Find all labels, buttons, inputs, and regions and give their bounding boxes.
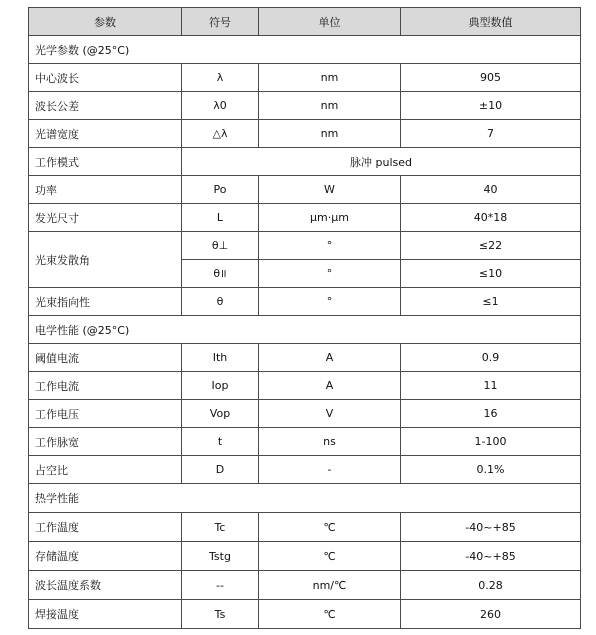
table-row [29,400,581,428]
table-row [29,372,581,400]
table-row [29,232,581,260]
header-value: 典型数值 [401,8,581,36]
unit-cell: μm·μm [259,204,401,232]
symbol-cell: Tc [182,513,259,542]
symbol-cell: Ith [182,344,259,372]
table-row [29,204,581,232]
value-cell: ±10 [401,92,581,120]
symbol-cell: θ⊥ [182,232,259,260]
value-cell: 40*18 [401,204,581,232]
symbol-cell: λ [182,64,259,92]
symbol-cell: θ॥ [182,260,259,288]
table-row [29,542,581,571]
section-electrical [29,316,581,344]
param-cell: 焊接温度 [29,600,182,629]
symbol-cell: Iop [182,372,259,400]
param-cell: 存储温度 [29,542,182,571]
param-cell: 占空比 [29,456,182,484]
symbol-cell: λ0 [182,92,259,120]
unit-cell: A [259,372,401,400]
param-cell: 工作电流 [29,372,182,400]
symbol-cell: L [182,204,259,232]
header-unit: 单位 [259,8,401,36]
unit-cell: nm [259,120,401,148]
symbol-cell: △λ [182,120,259,148]
header-param: 参数 [29,8,182,36]
value-cell: ≤1 [401,288,581,316]
value-cell: 16 [401,400,581,428]
unit-cell: ℃ [259,513,401,542]
param-cell: 工作温度 [29,513,182,542]
param-cell: 发光尺寸 [29,204,182,232]
symbol-cell: Po [182,176,259,204]
symbol-cell: Vop [182,400,259,428]
value-cell: 260 [401,600,581,629]
value-cell: 脉冲 pulsed [182,148,581,176]
value-cell: 40 [401,176,581,204]
unit-cell: nm [259,64,401,92]
param-cell: 功率 [29,176,182,204]
table-row [29,600,581,629]
section-title: 光学参数 (@25°C) [29,36,581,64]
symbol-cell: t [182,428,259,456]
symbol-cell: Ts [182,600,259,629]
param-cell: 光谱宽度 [29,120,182,148]
unit-cell: nm/℃ [259,571,401,600]
param-cell: 光束指向性 [29,288,182,316]
section-thermal [29,484,581,513]
symbol-cell: -- [182,571,259,600]
table-row [29,92,581,120]
unit-cell: ° [259,260,401,288]
table-row [29,288,581,316]
unit-cell: V [259,400,401,428]
param-cell: 工作脉宽 [29,428,182,456]
symbol-cell: θ [182,288,259,316]
table-row [29,176,581,204]
unit-cell: ns [259,428,401,456]
unit-cell: nm [259,92,401,120]
param-cell: 中心波长 [29,64,182,92]
unit-cell: - [259,456,401,484]
symbol-cell: D [182,456,259,484]
value-cell: ≤22 [401,232,581,260]
table-row [29,120,581,148]
param-cell: 波长温度系数 [29,571,182,600]
param-cell: 阈值电流 [29,344,182,372]
param-cell: 波长公差 [29,92,182,120]
unit-cell: ° [259,288,401,316]
value-cell: 905 [401,64,581,92]
value-cell: 7 [401,120,581,148]
unit-cell: W [259,176,401,204]
table-row [29,428,581,456]
header-row [29,8,581,36]
table-row [29,344,581,372]
param-cell: 光束发散角 [29,232,182,288]
value-cell: 0.28 [401,571,581,600]
table-row [29,148,581,176]
spec-table [28,7,581,629]
value-cell: 0.1% [401,456,581,484]
unit-cell: ℃ [259,600,401,629]
section-optical [29,36,581,64]
unit-cell: ℃ [259,542,401,571]
param-cell: 工作模式 [29,148,182,176]
unit-cell: ° [259,232,401,260]
table-row [29,571,581,600]
value-cell: -40~+85 [401,513,581,542]
table-row [29,64,581,92]
section-title: 电学性能 (@25°C) [29,316,581,344]
section-title: 热学性能 [29,484,581,513]
table-row [29,513,581,542]
value-cell: 1-100 [401,428,581,456]
unit-cell: A [259,344,401,372]
value-cell: 11 [401,372,581,400]
value-cell: ≤10 [401,260,581,288]
value-cell: 0.9 [401,344,581,372]
symbol-cell: Tstg [182,542,259,571]
param-cell: 工作电压 [29,400,182,428]
value-cell: -40~+85 [401,542,581,571]
table-row [29,456,581,484]
header-symbol: 符号 [182,8,259,36]
